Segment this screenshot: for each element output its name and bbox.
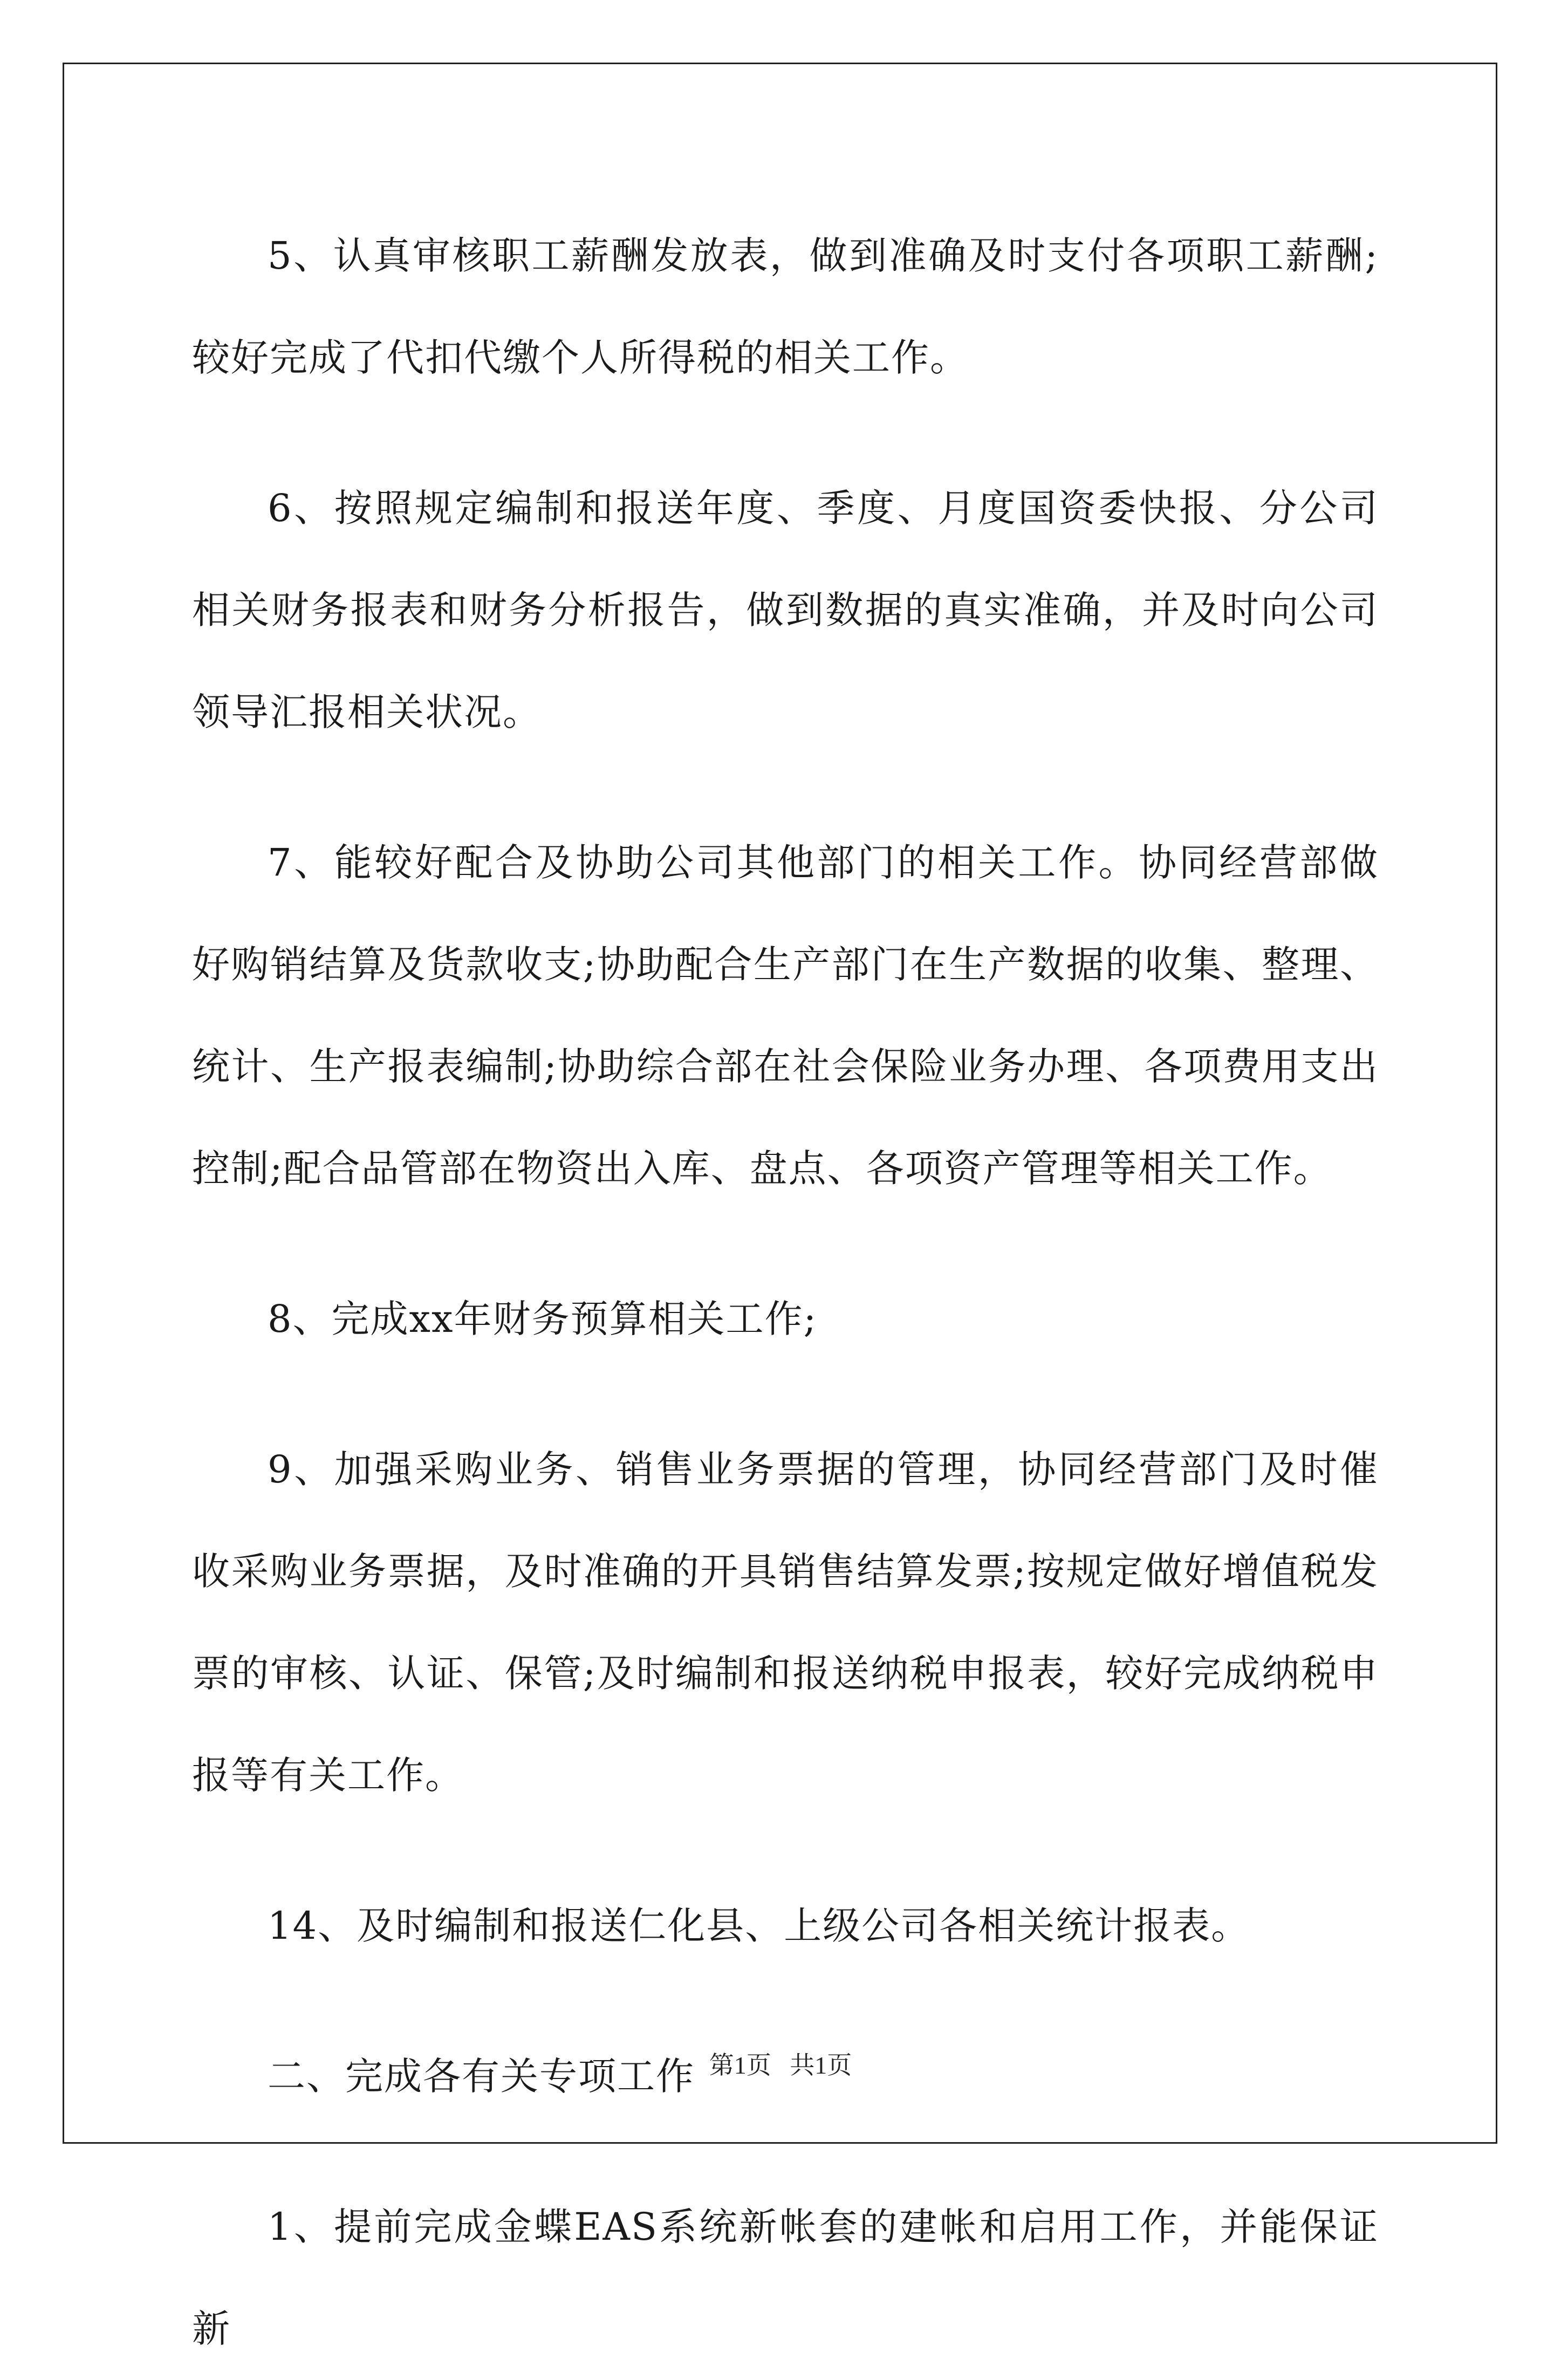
page-footer bbox=[0, 2046, 1561, 2081]
paragraph-8: 8、完成xx年财务预算相关工作; bbox=[268, 1297, 818, 1341]
paragraph-section2-1: 1、提前完成金蝶EAS系统新帐套的建帐和启用工作，并能保证新 bbox=[192, 2205, 1379, 2351]
page-total: 共1页 bbox=[790, 2051, 852, 2079]
paragraph-9: 9、加强采购业务、销售业务票据的管理，协同经营部门及时催收采购业务票据，及时准确的开具销售结算发票;按规定做好增值税发票的审核、认证、保管;及时编制和报送纳税申报表，较好完成纳税申报等有关工作。 bbox=[192, 1447, 1379, 1797]
paragraph-14: 14、及时编制和报送仁化县、上级公司各相关统计报表。 bbox=[268, 1904, 1250, 1948]
paragraph-7: 7、能较好配合及协助公司其他部门的相关工作。协同经营部做好购销结算及货款收支;协助配合生产部门在生产数据的收集、整理、统计、生产报表编制;协助综合部在社会保险业务办理、各项费用支出控制;配合品管部在物资出入库、盘点、各项资产管理等相关工作。 bbox=[192, 840, 1379, 1191]
paragraph-6: 6、按照规定编制和报送年度、季度、月度国资委快报、分公司相关财务报表和财务分析报告，做到数据的真实准确，并及时向公司领导汇报相关状况。 bbox=[192, 486, 1379, 734]
paragraph-5: 5、认真审核职工薪酬发放表，做到准确及时支付各项职工薪酬;较好完成了代扣代缴个人所得税的相关工作。 bbox=[192, 234, 1379, 380]
section-heading-2: 二、完成各有关专项工作 bbox=[268, 2054, 695, 2098]
page-number: 第1页 bbox=[709, 2051, 771, 2079]
